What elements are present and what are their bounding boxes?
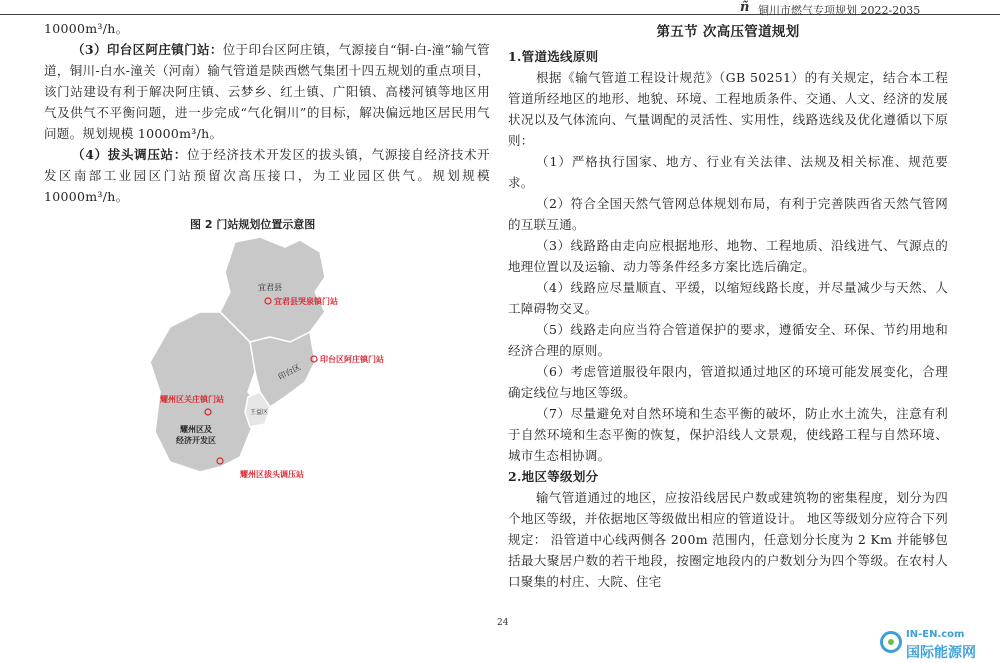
left-line1: 10000m³/h。 xyxy=(44,21,129,36)
item4-paragraph xyxy=(44,144,490,207)
figure-title: 图 2 门站规划位置示意图 xyxy=(190,218,316,231)
header-logo-icon: ñ xyxy=(740,0,750,15)
watermark xyxy=(878,625,1000,663)
item3-text: 位于印台区阿庄镇，气源接自“铜-白-潼”输气管道，铜川-白水-潼关（河南）输气管道是陕西燃气集团十四五规划的重点项目，该门站建设有利于解决阿庄镇、云梦乡、红土镇、广阳镇、高楼河镇等地区用气及供气不平衡问题，进一步完成“气化铜川”的目标，解决偏远地区居民用气问题。规划规模 10000m³/h。 xyxy=(44,42,490,141)
label-batou-station: 耀州区拔头调压站 xyxy=(240,470,304,479)
watermark-dot-icon xyxy=(888,639,894,645)
header-title: 铜川市燃气专项规划 2022-2035 xyxy=(758,4,921,17)
subsection-title-2: 2.地区等级划分 xyxy=(508,469,599,484)
label-yaozhou-line1: 耀州区及 xyxy=(180,425,212,434)
rule-5: （5）线路走向应当符合管道保护的要求，遵循安全、环保、节约用地和经济合理的原则。 xyxy=(508,322,948,358)
page-header xyxy=(0,0,1000,20)
right-column xyxy=(508,18,948,592)
item3-label: （3）印台区阿庄镇门站： xyxy=(72,42,223,57)
item4-text: 位于经济技术开发区的拔头镇，气源接自经济技术开发区南部工业园区门站预留次高压接口，为工业园区供气。规划规模 10000m³/h。 xyxy=(44,147,490,204)
rule-6: （6）考虑管道服役年限内，管道拟通过地区的环境可能发展变化，合理确定线位与地区等级。 xyxy=(508,364,948,400)
station-location-map xyxy=(140,232,384,482)
left-column xyxy=(44,18,490,207)
label-yaozhou-line2: 经济开发区 xyxy=(176,436,216,445)
watermark-bottom-text: 国际能源网 xyxy=(906,645,976,661)
map-region-yaozhou xyxy=(150,312,260,472)
rule-2: （2）符合全国天然气管网总体规划布局，有利于完善陕西省天然气管网的互联互通。 xyxy=(508,196,948,232)
rule-7: （7）尽量避免对自然环境和生态平衡的破坏，防止水土流失，注意有利于自然环境和生态平衡的恢复，保护沿线人文景观，使线路工程与自然环境、城市生态相协调。 xyxy=(508,406,948,463)
item3-paragraph xyxy=(44,39,490,144)
rule-1: （1）严格执行国家、地方、行业有关法律、法规及相关标准、规范要求。 xyxy=(508,154,948,190)
label-yintai-station: 印台区阿庄镇门站 xyxy=(320,355,384,364)
label-yaozhou-station: 耀州区关庄镇门站 xyxy=(160,395,224,404)
label-yijun: 宜君县 xyxy=(258,283,282,292)
watermark-top-text: IN-EN.com xyxy=(906,629,965,640)
area-class-paragraph: 输气管道通过的地区，应按沿线居民户数或建筑物的密集程度，划分为四个地区等级，并依据地区等级做出相应的管道设计。 地区等级划分应符合下列规定： 沿管道中心线两侧各 200m 范围内，任意划分长度为 2 Km 并能够包括最大聚居户数的若干地段，按圈定地段内的户数划分为四个等级。在农村人口聚集的村庄、大院、住宅 xyxy=(508,490,948,589)
rule-4: （4）线路应尽量顺直、平缓，以缩短线路长度，并尽量减少与天然、人工障碍物交叉。 xyxy=(508,280,948,316)
label-wangyi: 王益区 xyxy=(250,409,269,416)
label-yintai: 印台区 xyxy=(276,362,303,382)
label-yijun-station: 宜君县哭泉镇门站 xyxy=(274,297,338,306)
section-title: 第五节 次高压管道规划 xyxy=(656,24,800,40)
rule-3: （3）线路路由走向应根据地形、地物、工程地质、沿线进气、气源点的地理位置以及运输、动力等条件经多方案比选后确定。 xyxy=(508,238,948,274)
item4-label: （4）拔头调压站： xyxy=(72,147,187,162)
subsection-title-1: 1.管道选线原则 xyxy=(508,49,599,64)
page-number: 24 xyxy=(497,618,509,628)
intro-paragraph: 根据《输气管道工程设计规范》（GB 50251）的有关规定，结合本工程管道所经地区的地形、地貌、环境、工程地质条件、交通、人文、经济的发展状况以及气体流向、气量调配的灵活性、实用性，线路选线及优化遵循以下原则： xyxy=(508,70,948,148)
